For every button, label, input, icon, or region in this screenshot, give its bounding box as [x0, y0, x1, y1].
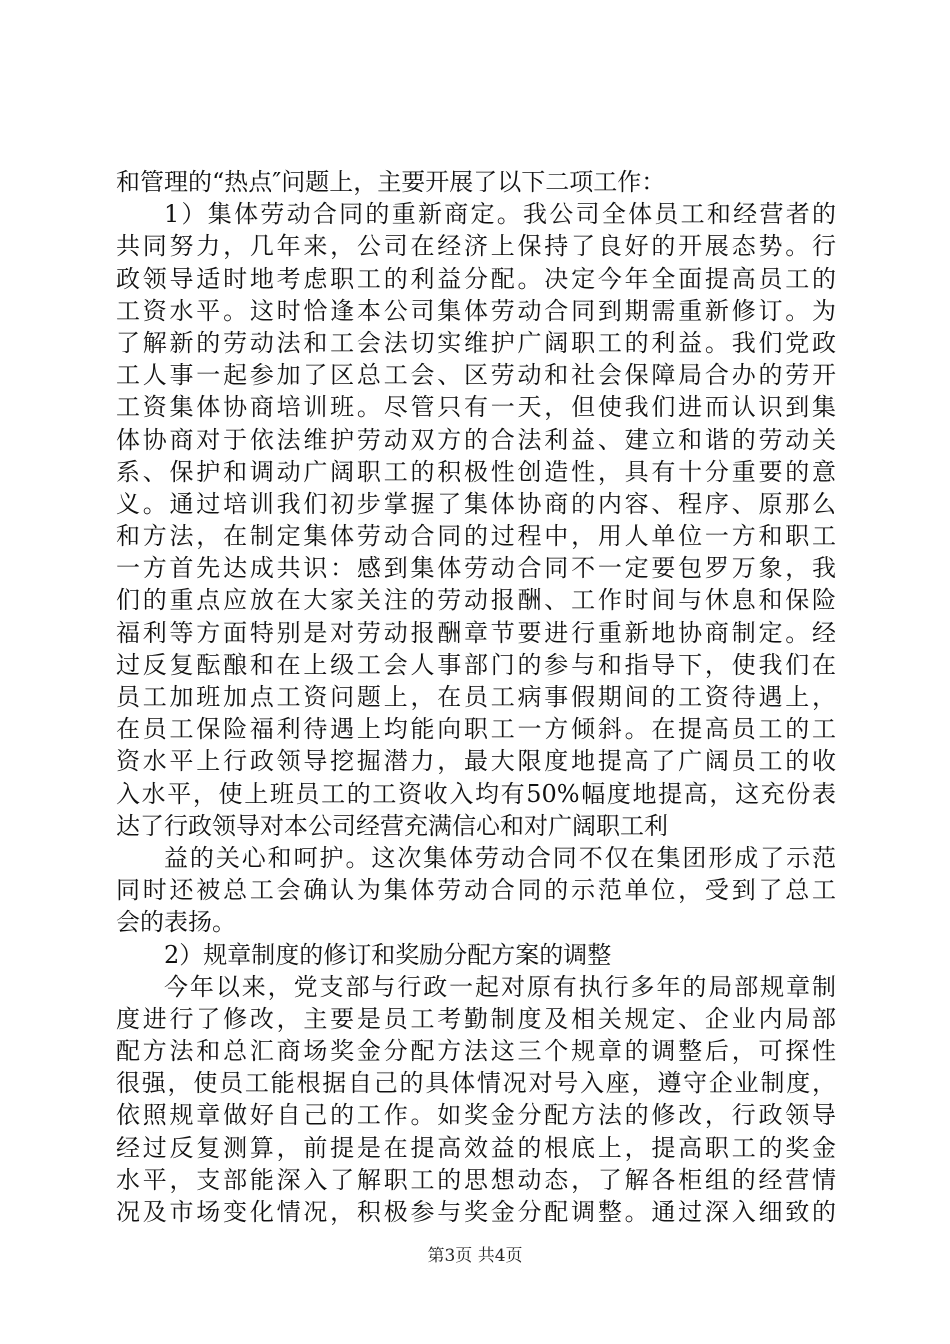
text-line: 共同努力，几年来，公司在经济上保持了良好的开展态势。行 — [116, 232, 836, 261]
paragraph-start-line: 今年以来，党支部与行政一起对原有执行多年的局部规章制 — [164, 972, 836, 1001]
text-line: 义。通过培训我们初步掌握了集体协商的内容、程序、原那么 — [116, 489, 836, 518]
text-line: 员工加班加点工资问题上，在员工病事假期间的工资待遇上， — [116, 683, 836, 711]
text-line: 过反复酝酿和在上级工会人事部门的参与和指导下，使我们在 — [116, 650, 836, 679]
document-body — [116, 166, 836, 1228]
paragraph-start-line: 1）集体劳动合同的重新商定。我公司全体员工和经营者的 — [164, 200, 836, 229]
text-line: 资水平上行政领导挖掘潜力，最大限度地提高了广阔员工的收 — [116, 747, 836, 776]
text-line: 会的表扬。 — [116, 908, 236, 937]
text-line: 一方首先达成共识：感到集体劳动合同不一定要包罗万象，我 — [116, 554, 836, 583]
text-line: 经过反复测算，前提是在提高效益的根底上，提高职工的奖金 — [116, 1133, 836, 1162]
text-line: 入水平，使上班员工的工资收入均有50%幅度地提高，这充份表 — [116, 779, 836, 808]
text-line: 系、保护和调动广阔职工的积极性创造性，具有十分重要的意 — [116, 457, 836, 486]
text-line: 工资集体协商培训班。尽管只有一天，但使我们进而认识到集 — [116, 393, 836, 422]
text-line: 体协商对于依法维护劳动双方的合法利益、建立和谐的劳动关 — [116, 425, 836, 454]
text-line: 在员工保险福利待遇上均能向职工一方倾斜。在提高员工的工 — [116, 715, 836, 744]
text-line: 工人事一起参加了区总工会、区劳动和社会保障局合办的劳开 — [116, 361, 836, 390]
text-line: 政领导适时地考虑职工的利益分配。决定今年全面提高员工的 — [116, 264, 836, 293]
page-number-footer: 第3页 共4页 — [427, 1246, 523, 1266]
text-line: 况及市场变化情况，积极参与奖金分配调整。通过深入细致的 — [116, 1198, 836, 1226]
text-line: 度进行了修改，主要是员工考勤制度及相关规定、企业内局部 — [116, 1004, 836, 1033]
section-heading-line: 2）规章制度的修订和奖励分配方案的调整 — [164, 940, 612, 969]
text-line: 福利等方面特别是对劳动报酬章节要进行重新地协商制定。经 — [116, 618, 836, 647]
paragraph-start-line: 益的关心和呵护。这次集体劳动合同不仅在集团形成了示范 — [164, 843, 836, 872]
text-line: 和方法，在制定集体劳动合同的过程中，用人单位一方和职工 — [116, 522, 836, 551]
text-line: 同时还被总工会确认为集体劳动合同的示范单位，受到了总工 — [116, 876, 836, 905]
text-line: 和管理的“热点″问题上，主要开展了以下二项工作： — [116, 168, 666, 196]
text-line: 了解新的劳动法和工会法切实维护广阔职工的利益。我们党政 — [116, 328, 836, 357]
text-line: 工资水平。这时恰逢本公司集体劳动合同到期需重新修订。为 — [116, 296, 836, 325]
text-line: 水平，支部能深入了解职工的思想动态，了解各柜组的经营情 — [116, 1165, 836, 1194]
text-line: 达了行政领导对本公司经营充满信心和对广阔职工利 — [116, 811, 668, 840]
text-line: 很强，使员工能根据自己的具体情况对号入座，遵守企业制度， — [116, 1069, 836, 1098]
text-line: 配方法和总汇商场奖金分配方法这三个规章的调整后，可探性 — [116, 1037, 836, 1066]
text-line: 们的重点应放在大家关注的劳动报酬、工作时间与休息和保险 — [116, 586, 836, 615]
text-line: 依照规章做好自己的工作。如奖金分配方法的修改，行政领导 — [116, 1101, 836, 1130]
